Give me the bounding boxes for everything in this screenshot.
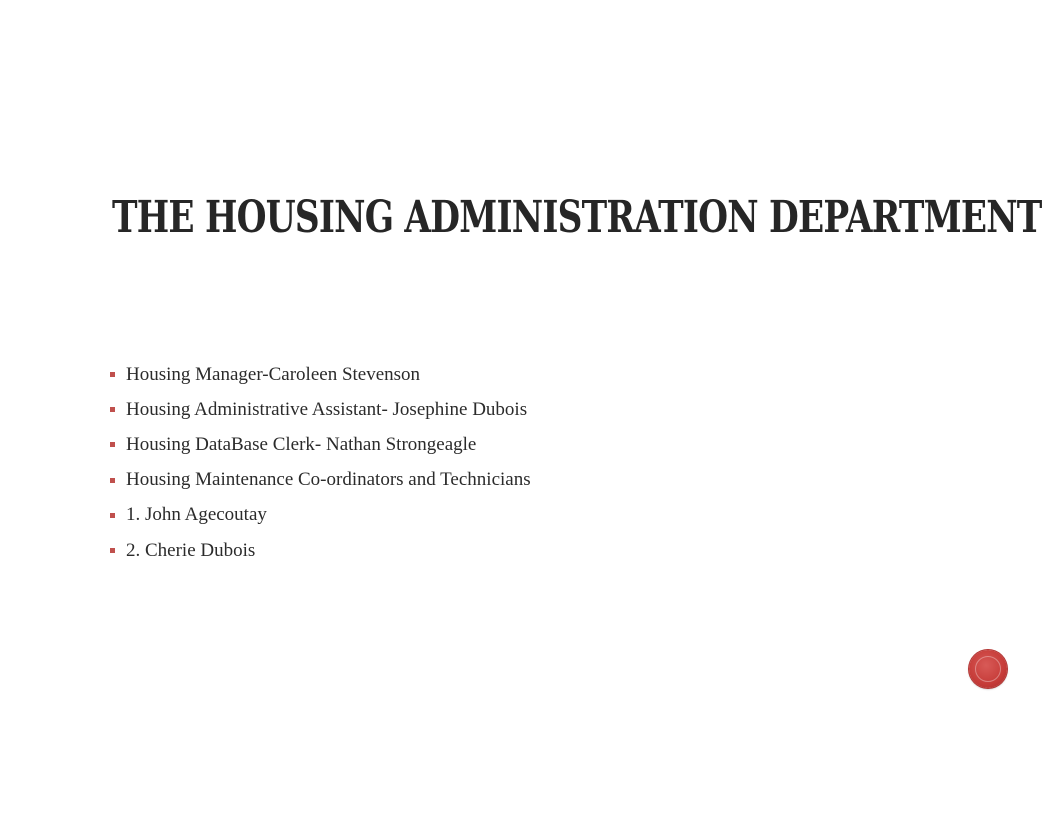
- slide-title: THE HOUSING ADMINISTRATION DEPARTMENT: [112, 192, 1042, 243]
- bullet-marker-icon: [110, 513, 115, 518]
- bullet-text: 1. John Agecoutay: [126, 504, 267, 526]
- bullet-text: Housing Manager-Caroleen Stevenson: [126, 363, 421, 385]
- bullet-marker-icon: [110, 442, 115, 447]
- bullet-marker-icon: [110, 372, 115, 377]
- bullet-text: 2. Cherie Dubois: [126, 539, 256, 561]
- list-item: [110, 427, 531, 462]
- bullet-marker-icon: [110, 548, 115, 553]
- bullet-marker-icon: [110, 478, 115, 483]
- bullet-marker-icon: [110, 407, 115, 412]
- list-item: [110, 533, 531, 568]
- red-circle-button-icon[interactable]: [969, 650, 1007, 688]
- bullet-text: Housing Administrative Assistant- Josephine Dubois: [126, 398, 528, 420]
- bullet-text: Housing DataBase Clerk- Nathan Strongeagle: [126, 433, 477, 455]
- bullet-text: Housing Maintenance Co-ordinators and Technicians: [126, 469, 531, 491]
- list-item: [110, 498, 531, 533]
- list-item: [110, 392, 531, 427]
- list-item: [110, 357, 531, 392]
- list-item: [110, 463, 531, 498]
- bullet-list: [110, 357, 531, 568]
